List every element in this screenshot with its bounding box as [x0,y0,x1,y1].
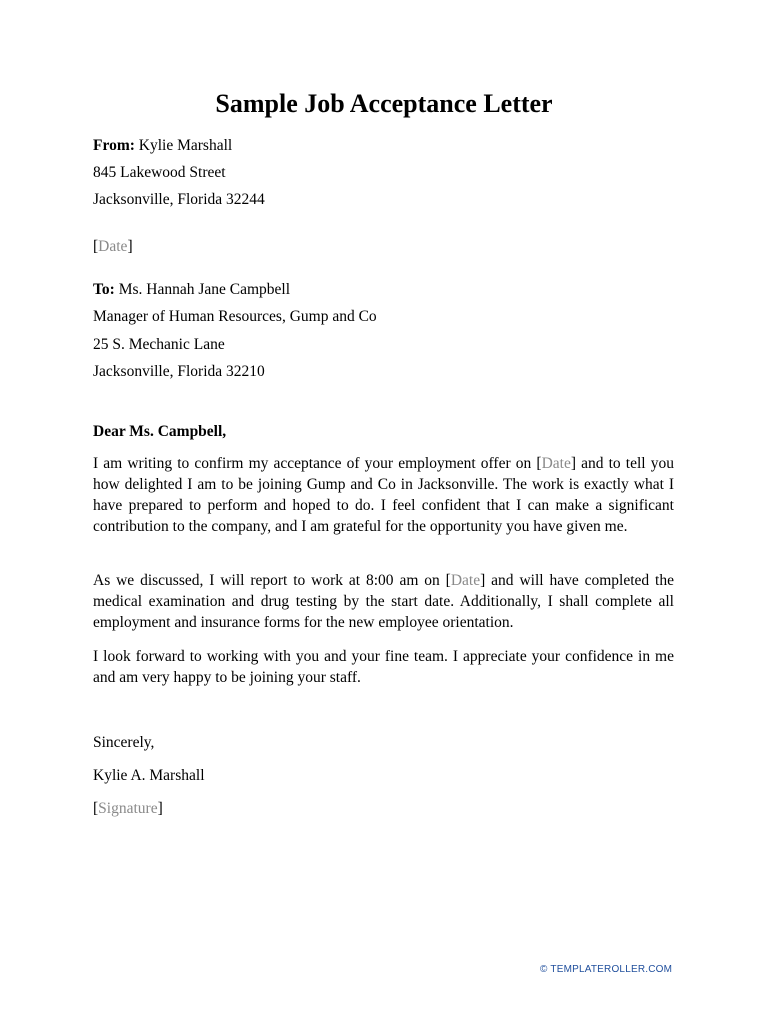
paragraph-1-text-a: I am writing to confirm my acceptance of your employment offer on [93,455,537,472]
body-paragraph-2: As we discussed, I will report to work at 8:00 am on [Date] and will have completed the medical examination and drug testing by the start date. Additionally, I shall complete all employment and insurance forms for the new employee orientation. [93,572,674,631]
sender-name: Kylie Marshall [138,137,233,154]
date-line: [Date] [93,238,133,255]
footer-credit [540,964,672,975]
document-title: Sample Job Acceptance Letter [215,89,553,118]
signer-name: Kylie A. Marshall [93,767,205,784]
date-placeholder: Date [98,238,128,255]
body-paragraph-1: I am writing to confirm my acceptance of your employment offer on [Date] and to tell you how delighted I am to be joining Gump and Co in Jacksonville. The work is exactly what I have prepared to perform and hoped to do. I feel confident that I can make a significant contribution to the company, and I am grateful for the opportunity you have given me. [93,455,674,535]
recipient-name: Ms. Hannah Jane Campbell [118,281,291,298]
from-label: From: [93,137,135,154]
to-label: To: [93,281,115,298]
paragraph-2-text-a: As we discussed, I will report to work at 8:00 am on [93,572,446,589]
sender-name-line [93,136,232,156]
footer-site-link[interactable]: TEMPLATEROLLER.COM [550,964,673,975]
body-paragraph-3: I look forward to working with you and your fine team. I appreciate your confidence in me and am very happy to be joining your staff. [93,648,674,686]
recipient-street: 25 S. Mechanic Lane [93,336,225,353]
signature-line: [Signature] [93,800,163,817]
recipient-position: Manager of Human Resources, Gump and Co [93,308,377,325]
recipient-name-line [93,280,290,300]
paragraph-2-date-placeholder: Date [450,572,481,589]
paragraph-1-date-placeholder: Date [541,455,571,472]
sender-city: Jacksonville, Florida 32244 [93,191,265,208]
recipient-city: Jacksonville, Florida 32210 [93,363,265,380]
signature-placeholder: Signature [98,800,158,817]
paragraph-1-text-b: and to tell you how delighted I am to be joining Gump and Co in Jacksonville. The work is exactly what I have prepared to perform and hoped to do. I feel confident that I can make a significant contribution to the company, and I am grateful for the opportunity you have given me. [93,455,674,535]
paragraph-2-text-b: and will have completed the medical examination and drug testing by the start date. Additionally, I shall complete all employment and insurance forms for the new employee orientation. [93,572,674,631]
copyright-symbol: © [540,964,548,975]
sender-street: 845 Lakewood Street [93,164,226,181]
salutation: Dear Ms. Campbell, [93,423,227,440]
closing: Sincerely, [93,734,155,751]
